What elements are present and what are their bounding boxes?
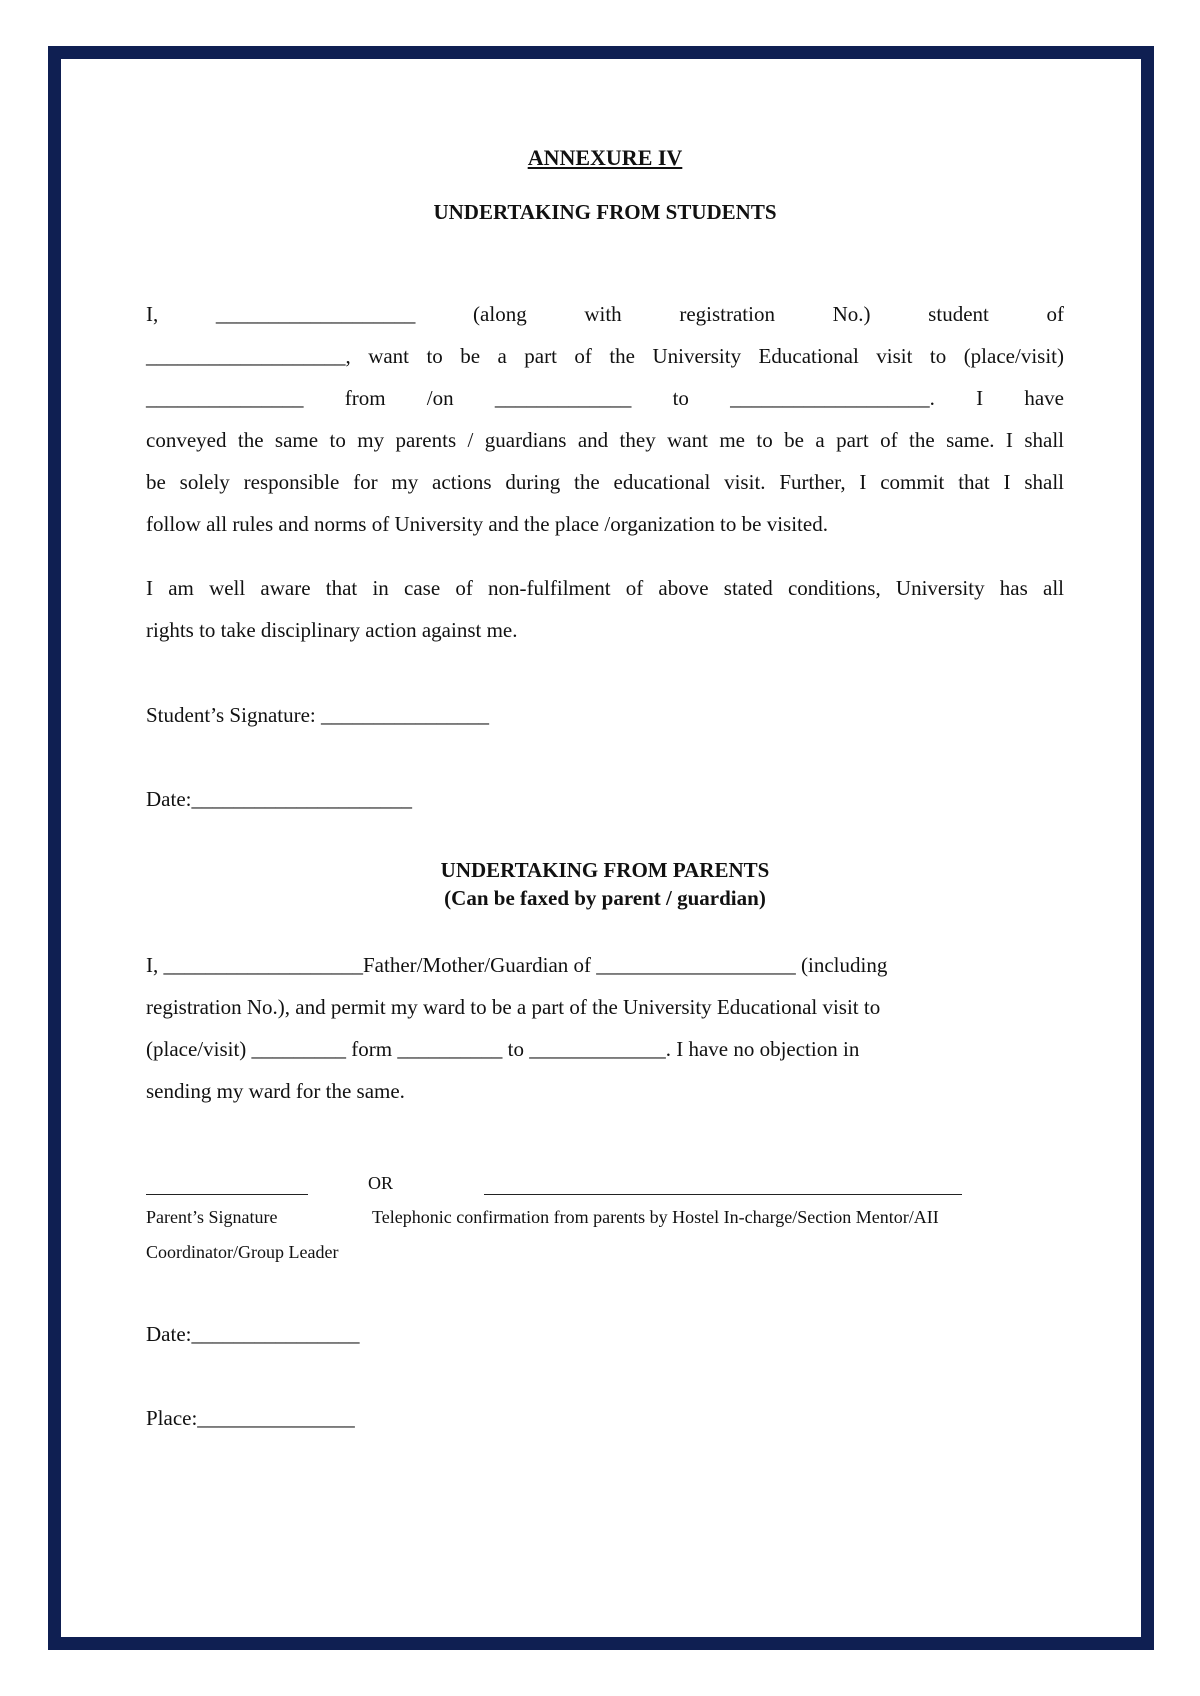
parent-signature-label: Parent’s Signature [146,1207,278,1227]
parent-signature-blank[interactable] [146,1194,308,1195]
annexure-title: ANNEXURE IV [527,145,683,170]
students-para1-line-4: conveyed the same to my parents / guardians and they want me to be a part of the same. I shall [146,428,1064,452]
students-para1-line-3: _______________ from /on _____________ to ___________________. I have [146,386,1064,410]
students-undertaking-heading: UNDERTAKING FROM STUDENTS [433,200,777,224]
students-paragraph-1 [146,293,1064,545]
students-paragraph-2 [146,567,1064,651]
parent-date-field[interactable]: Date:________________ [146,1322,360,1346]
telephonic-confirmation-label: Telephonic confirmation from parents by Hostel In-charge/Section Mentor/AII [372,1207,939,1227]
coordinator-label: Coordinator/Group Leader [146,1242,339,1262]
students-para2-line-1: I am well aware that in case of non-fulfilment of above stated conditions, University has all [146,576,1064,600]
parents-para-line-3: (place/visit) _________ form __________ to _____________. I have no objection in [146,1037,860,1061]
telephonic-confirmation-blank[interactable] [484,1194,962,1195]
parent-place-field[interactable]: Place:_______________ [146,1406,355,1430]
parents-para-line-1: I, ___________________Father/Mother/Guardian of ___________________ (including [146,953,888,977]
parents-undertaking-heading [146,856,1064,912]
students-para1-line-6: follow all rules and norms of University and the place /organization to be visited. [146,512,828,536]
or-separator: OR [368,1173,394,1193]
students-para1-line-1: I, ___________________ (along with registration No.) student of [146,302,1064,326]
parents-para-line-4: sending my ward for the same. [146,1079,405,1103]
parents-heading-title: UNDERTAKING FROM PARENTS [440,858,770,882]
students-para2-line-2: rights to take disciplinary action against me. [146,618,518,642]
student-signature-field[interactable]: Student’s Signature: ________________ [146,703,489,727]
parents-para-line-2: registration No.), and permit my ward to be a part of the University Educational visit to [146,995,881,1019]
students-para1-line-5: be solely responsible for my actions during the educational visit. Further, I commit that I shall [146,470,1064,494]
parents-paragraph [146,944,1064,1112]
student-date-field[interactable]: Date:_____________________ [146,787,412,811]
students-para1-line-2: ___________________, want to be a part of the University Educational visit to (place/visit) [146,344,1064,368]
parents-heading-subtitle: (Can be faxed by parent / guardian) [444,886,766,910]
